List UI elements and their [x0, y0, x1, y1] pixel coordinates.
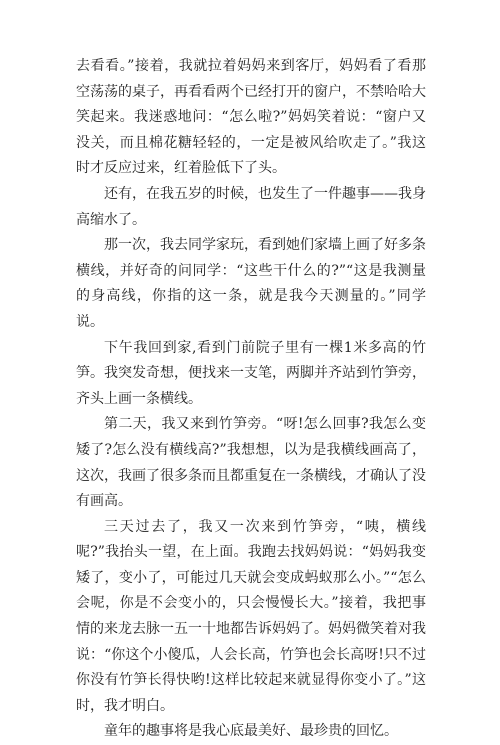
- paragraph-4: 下午我回到家,看到门前院子里有一棵1米多高的竹笋。我突发奇想，便找来一支笔，两脚并齐站到竹笋旁，齐头上画一条横线。: [76, 339, 426, 407]
- paragraph-5: 第二天，我又来到竹笋旁。“呀!怎么回事?我怎么变矮了?怎么没有横线高?”我想想，以为是我横线画高了，这次，我画了很多条而且都重复在一条横线，才确认了没有画高。: [76, 416, 426, 510]
- paragraph-2: 还有，在我五岁的时候，也发生了一件趣事——我身高缩水了。: [76, 185, 426, 228]
- paragraph-7: 童年的趣事将是我心底最美好、最珍贵的回忆。: [104, 723, 398, 740]
- paragraph-continuation: 去看看。”接着，我就拉着妈妈来到客厅，妈妈看了看那空荡荡的桌子，再看看两个已经打开的窗户，不禁哈哈大笑起来。我迷惑地问：“怎么啦?”妈妈笑着说：“窗户又没关，而且棉花糖轻轻的，一定是被风给吹走了。”我这时才反应过来，红着脸低下了头。: [76, 58, 426, 177]
- paragraph-3: 那一次，我去同学家玩，看到她们家墙上画了好多条横线，并好奇的问同学：“这些干什么的?”“这是我测量的身高线，你指的这一条，就是我今天测量的。”同学说。: [76, 237, 426, 330]
- document-page: [76, 54, 426, 745]
- paragraph-6: 三天过去了，我又一次来到竹笋旁，“咦，横线呢?”我抬头一望，在上面。我跑去找妈妈说：“妈妈我变矮了，变小了，可能过几天就会变成蚂蚁那么小。”“怎么会呢，你是不会变小的，只会慢慢长大。”接着，我把事情的来龙去脉一五一十地都告诉妈妈了。妈妈微笑着对我说：“你这个小傻瓜，人会长高，竹笋也会长高呀!只不过你没有竹笋长得快哟!这样比较起来就显得你变小了。”这时，我才明白。: [76, 518, 426, 714]
